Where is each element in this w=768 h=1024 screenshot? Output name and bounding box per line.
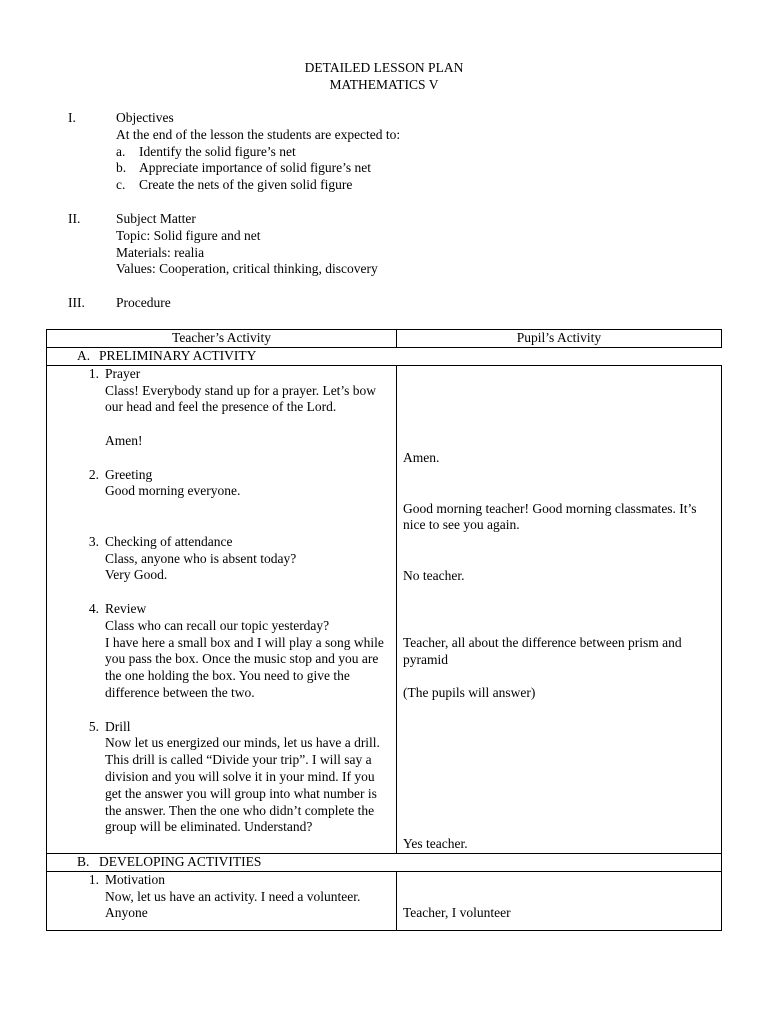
phase-label: PRELIMINARY ACTIVITY — [99, 348, 257, 363]
topic-line: Topic: Solid figure and net — [116, 227, 261, 243]
activity-title: Prayer — [105, 365, 141, 381]
pupil-column-header: Pupil’s Activity — [397, 330, 722, 348]
activity-item: 3. Checking of attendance Class, anyone who is absent today? Very Good. — [53, 534, 390, 584]
objective-item: c. Create the nets of the given solid figure — [116, 177, 353, 193]
pupil-answer: Amen. — [403, 449, 440, 465]
pupil-answer: (The pupils will answer) — [403, 685, 536, 701]
teacher-activity-cell — [47, 871, 397, 930]
section-numeral: II. — [68, 211, 81, 226]
activity-item: 1. Motivation Now, let us have an activity. I need a volunteer. Anyone — [53, 872, 390, 922]
pupil-answer: Teacher, all about the difference between prism and pyramid — [403, 634, 682, 667]
procedure-table — [46, 329, 722, 931]
activity-item: 4. Review Class who can recall our topic yesterday? I have here a small box and I will play a song while you pass the box. Once the music stop and you are the one holding the box. You need to give the difference between the two. — [53, 601, 390, 702]
activity-title: Drill — [105, 718, 131, 734]
pupil-answer: Good morning teacher! Good morning classmates. It’s nice to see you again. — [403, 500, 697, 533]
pupil-answer: Yes teacher. — [403, 836, 468, 852]
objectives-intro: At the end of the lesson the students are expected to: — [116, 126, 401, 142]
materials-line: Materials: realia — [116, 244, 205, 260]
pupil-activity-cell — [397, 871, 722, 930]
document-title — [0, 60, 768, 94]
pupil-answer: Teacher, I volunteer — [403, 905, 511, 921]
table-row — [47, 365, 722, 853]
subject-matter-section — [68, 211, 708, 278]
activity-title: Greeting — [105, 466, 153, 482]
section-numeral: I. — [68, 110, 76, 125]
pupil-answer: No teacher. — [403, 568, 465, 584]
values-line: Values: Cooperation, critical thinking, discovery — [116, 261, 378, 277]
objectives-section — [68, 110, 708, 194]
subject-title: MATHEMATICS V — [329, 77, 439, 92]
phase-row: A. PRELIMINARY ACTIVITY — [47, 348, 722, 366]
activity-title: Motivation — [105, 871, 165, 887]
activity-item: 1. Prayer Class! Everybody stand up for a prayer. Let’s bow our head and feel the presence of the Lord. Amen! — [53, 366, 390, 450]
activity-item: 2. Greeting Good morning everyone. — [53, 467, 390, 501]
objective-item: a. Identify the solid figure’s net — [116, 143, 296, 159]
activity-title: Review — [105, 600, 147, 616]
teacher-column-header: Teacher’s Activity — [47, 330, 397, 348]
section-heading: Subject Matter — [116, 211, 196, 226]
phase-row: B. DEVELOPING ACTIVITIES — [47, 853, 722, 871]
phase-label: DEVELOPING ACTIVITIES — [99, 853, 262, 869]
section-numeral: III. — [68, 295, 85, 310]
lesson-plan-title: DETAILED LESSON PLAN — [304, 60, 464, 75]
pupil-activity-cell — [397, 365, 722, 853]
table-header-row — [47, 330, 722, 348]
activity-title: Checking of attendance — [105, 533, 233, 549]
section-heading: Procedure — [116, 295, 171, 310]
objective-item: b. Appreciate importance of solid figure’s net — [116, 160, 372, 176]
teacher-activity-cell — [47, 365, 397, 853]
procedure-section — [68, 295, 708, 312]
section-heading: Objectives — [116, 110, 174, 125]
table-row — [47, 871, 722, 930]
activity-item: 5. Drill Now let us energized our minds, let us have a drill. This drill is called “Divide your trip”. I will say a division and you will solve it in your mind. If you get the answer you will group into what number is the answer. Then the one who didn’t complete the group will be eliminated. Understand? — [53, 719, 390, 837]
